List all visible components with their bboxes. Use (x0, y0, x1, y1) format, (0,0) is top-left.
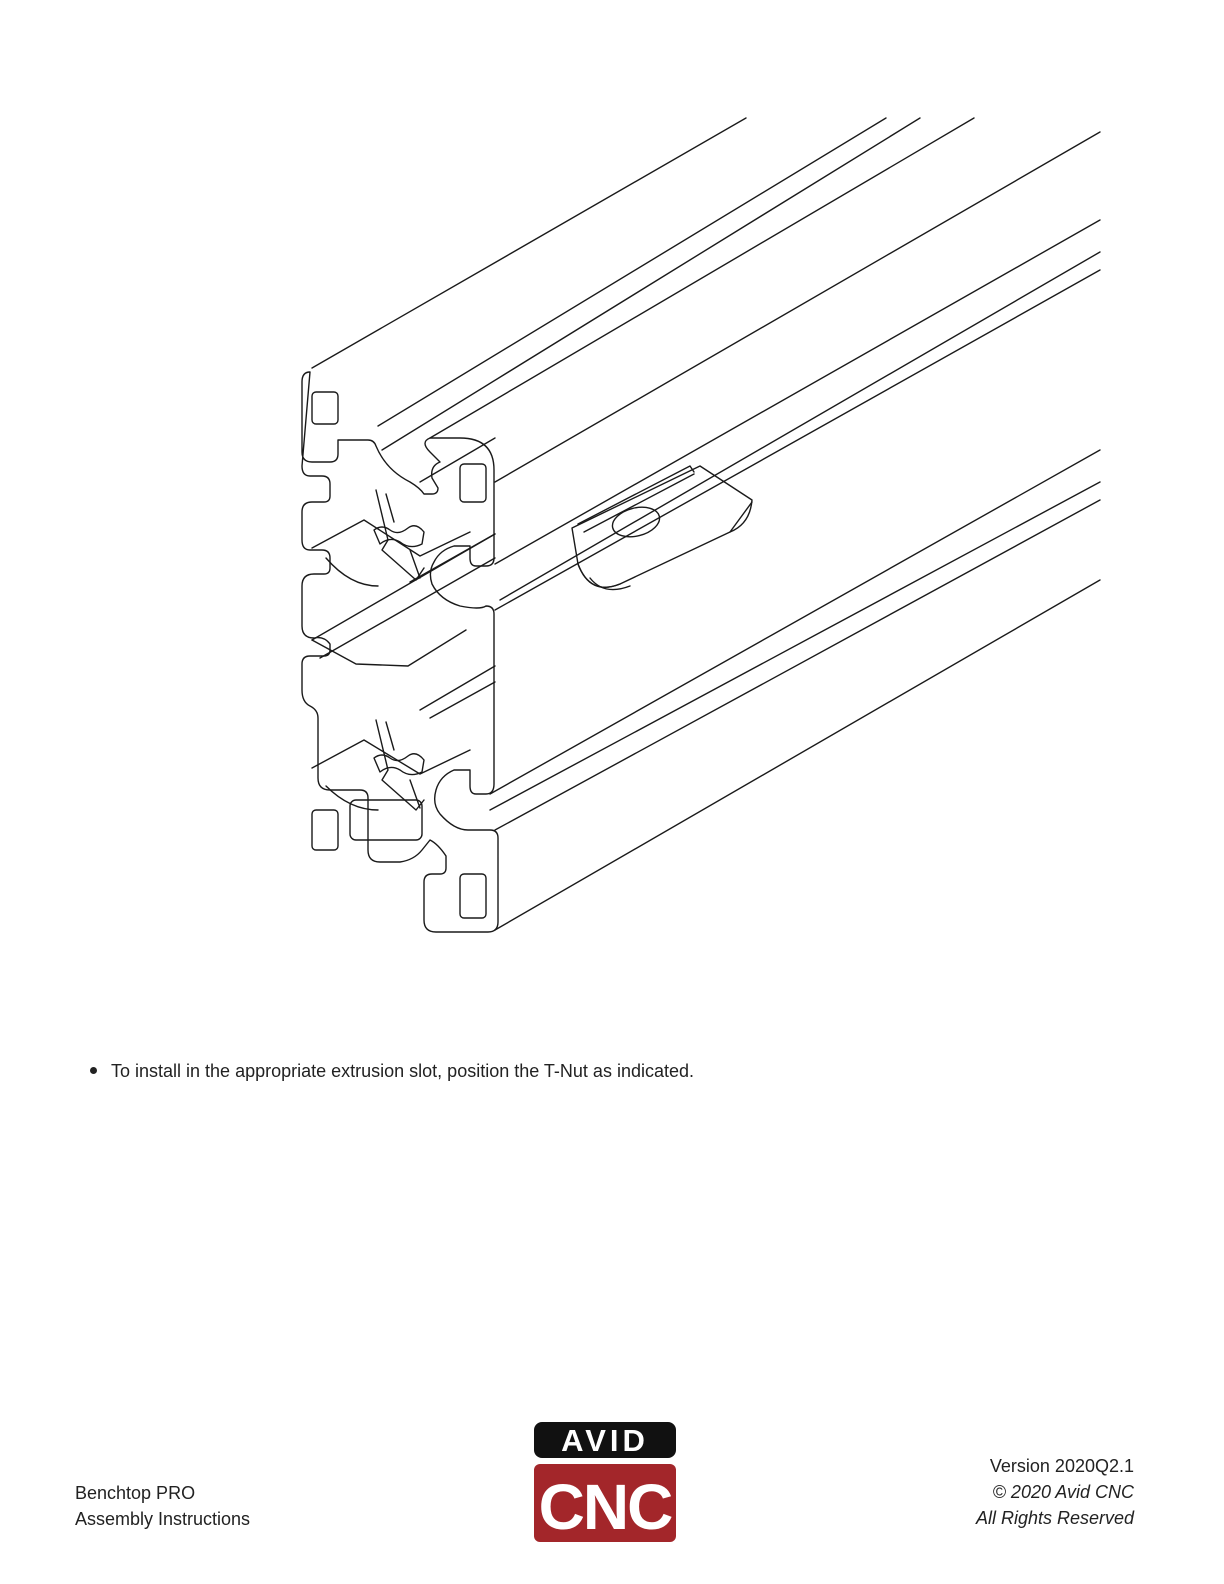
copyright-text: © 2020 Avid CNC (992, 1482, 1134, 1502)
footer-left (75, 1480, 250, 1532)
extrusion-long-edges (312, 118, 1100, 930)
document-title: Assembly Instructions (75, 1509, 251, 1529)
avid-cnc-logo (532, 1420, 678, 1544)
instruction-list (88, 1058, 694, 1084)
bullet-icon (90, 1067, 97, 1074)
footer-right (976, 1453, 1134, 1531)
instruction-text: To install in the appropriate extrusion slot, position the T-Nut as indicated. (111, 1061, 694, 1081)
version-text: Version 2020Q2.1 (989, 1456, 1134, 1476)
extrusion-tnut-illustration (290, 110, 1120, 950)
t-nut (572, 466, 752, 590)
logo-top-text: AVID (561, 1423, 649, 1458)
rights-text: All Rights Reserved (975, 1508, 1134, 1528)
product-name: Benchtop PRO (75, 1483, 196, 1503)
instruction-item (88, 1058, 694, 1084)
logo-bottom-text: CNC (538, 1471, 672, 1543)
